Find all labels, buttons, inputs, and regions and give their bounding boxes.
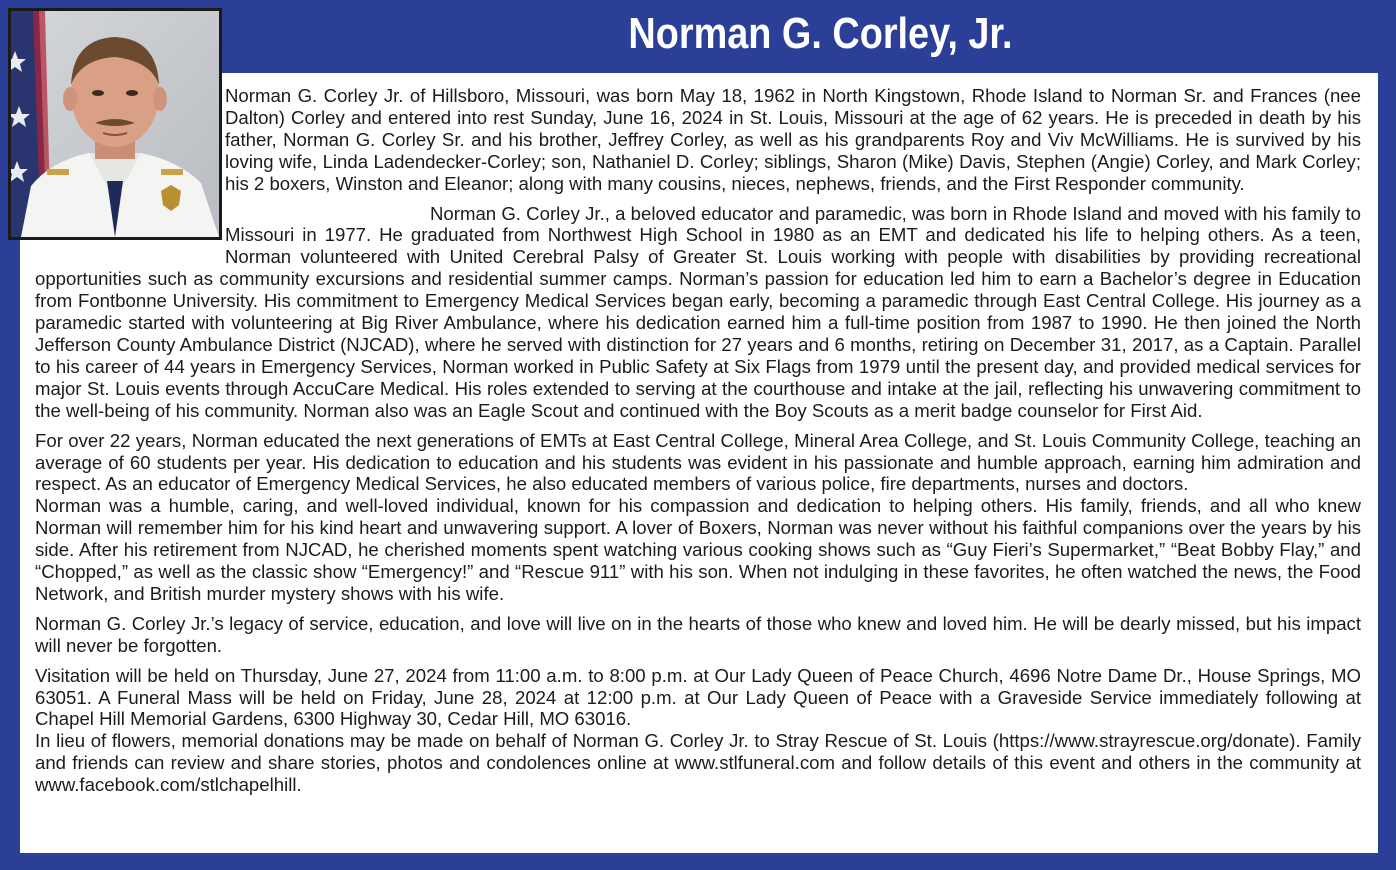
paragraph-biography: Norman G. Corley Jr. of Hillsboro, Missouri, was born May 18, 1962 in North Kingstown, Rhode Island to Norman Sr. and Frances (nee Dalton) Corley and entered into rest Sunday, June 16, 2024 in St. Louis, Missouri at the age of 62 years. He is preceded in death by his father, Norman G. Corley Sr. and his brother, Jeffrey Corley, as well as his grandparents Roy and Viv McWilliams. He is survived by his loving wife, Linda Ladendecker-Corley; son, Nathaniel D. Corley; siblings, Sharon (Mike) Davis, Stephen (Angie) Corley, and Mark Corley; his 2 boxers, Winston and Eleanor; along with many cousins, nieces, nephews, friends, and the First Responder community.: [225, 85, 1361, 194]
portrait-photo: [8, 8, 222, 240]
page-title: Norman G. Corley, Jr.: [628, 9, 1013, 58]
paragraph-legacy: Norman G. Corley Jr.’s legacy of service, education, and love will live on in the hearts of those who knew and loved him. He will be dearly missed, but his impact will never be forgotten.: [35, 612, 1361, 656]
paragraph-personal: Norman was a humble, caring, and well-loved individual, known for his compassion and dedication to helping others. His family, friends, and all who knew Norman will remember him for his kind heart and unwavering support. A lover of Boxers, Norman was never without his faithful companions over the years by his side. After his retirement from NJCAD, he cherished moments spent watching various cooking shows such as “Guy Fieri’s Supermarket,” “Beat Bobby Flay,” and “Chopped,” as well as the classic show “Emergency!” and “Rescue 911” with his son. When not indulging in these favorites, he often watched the news, the Food Network, and British murder mystery shows with his wife.: [35, 495, 1361, 604]
obituary-content: [20, 73, 1378, 853]
obituary-text: [35, 85, 1361, 796]
portrait-photo-icon: [11, 11, 219, 237]
paragraph-donations: In lieu of flowers, memorial donations may be made on behalf of Norman G. Corley Jr. to Stray Rescue of St. Louis (https://www.strayrescue.org/donate). Family and friends can review and share stories, photos and condolences online at www.stlfuneral.com and follow details of this event and others in the community at www.facebook.com/stlchapelhill.: [35, 730, 1361, 796]
paragraph-education: For over 22 years, Norman educated the next generations of EMTs at East Central College, Mineral Area College, and St. Louis Community College, teaching an average of 60 students per year. His dedication to education and his students was evident in his passionate and humble approach, earning him admiration and respect. As an educator of Emergency Medical Services, he also educated members of various police, fire departments, nurses and doctors.: [35, 429, 1361, 495]
paragraph-career: Norman G. Corley Jr., a beloved educator and paramedic, was born in Rhode Island and moved with his family to Missouri in 1977. He graduated from Northwest High School in 1980 as an EMT and dedicated his life to helping others. As a teen, Norman volunteered with United Cerebral Palsy of Greater St. Louis working with people with disabilities by providing recreational opportunities such as community excursions and residential summer camps. Norman’s passion for education led him to earn a Bachelor’s degree in Education from Fontbonne University. His commitment to Emergency Medical Services began early, becoming a paramedic through East Central College. His journey as a paramedic started with volunteering at Big River Ambulance, where his dedication earned him a full-time position from 1987 to 1990. He then joined the North Jefferson County Ambulance District (NJCAD), where he served with distinction for 27 years and 6 months, retiring on December 31, 2017, as a Captain. Parallel to his career of 44 years in Emergency Services, Norman worked in Public Safety at Six Flags from 1979 until the present day, and provided medical services for major St. Louis events through AccuCare Medical. His roles extended to serving at the courthouse and intake at the jail, reflecting his unwavering commitment to the well-being of his community. Norman also was an Eagle Scout and continued with the Boy Scouts as a merit badge counselor for First Aid.: [35, 202, 1361, 421]
paragraph-services: Visitation will be held on Thursday, June 27, 2024 from 11:00 a.m. to 8:00 p.m. at Our Lady Queen of Peace Church, 4696 Notre Dame Dr., House Springs, MO 63051. A Funeral Mass will be held on Friday, June 28, 2024 at 12:00 p.m. at Our Lady Queen of Peace with a Graveside Service immediately following at Chapel Hill Memorial Gardens, 6300 Highway 30, Cedar Hill, MO 63016.: [35, 664, 1361, 730]
